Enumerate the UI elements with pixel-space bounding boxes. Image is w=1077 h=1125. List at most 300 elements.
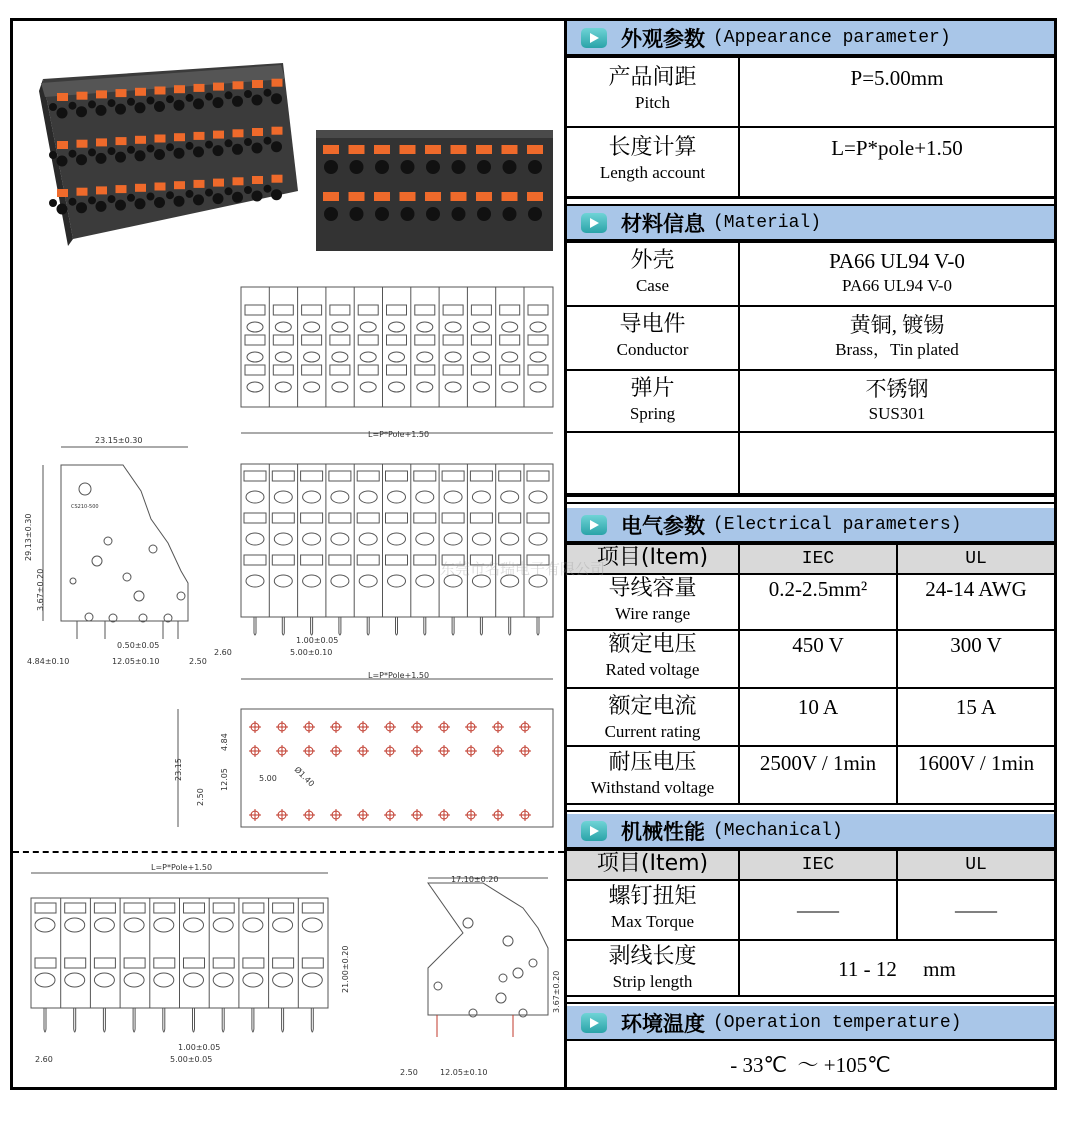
watermark: 东莞市名瑞电子有限公司 — [440, 560, 606, 578]
orange-lever — [57, 189, 68, 197]
wire-hole — [76, 154, 87, 165]
lever-outline — [528, 335, 548, 345]
wire-hole — [503, 160, 517, 174]
lever-outline — [387, 335, 407, 345]
orange-lever — [213, 131, 224, 139]
hole-outline — [529, 491, 547, 503]
wire-hole — [186, 190, 194, 198]
lever-outline — [330, 305, 350, 315]
orange-lever — [476, 145, 492, 154]
orange-lever — [57, 141, 68, 149]
section-title-en: (Operation temperature) — [713, 1012, 962, 1033]
hole-outline — [331, 575, 349, 587]
lever-outline — [386, 555, 408, 565]
orange-lever — [374, 145, 390, 154]
table-row — [567, 57, 1054, 127]
two-level-drawing — [13, 853, 564, 1087]
lever-outline — [94, 903, 115, 913]
wire-hole — [252, 191, 263, 202]
hole-outline — [530, 382, 546, 392]
lever-outline — [302, 903, 323, 913]
lever-outline — [213, 958, 234, 968]
label-zh: 剥线长度 — [608, 944, 697, 969]
wire-hole — [477, 207, 491, 221]
pcb-hole — [249, 809, 261, 821]
pcb-hole — [330, 809, 342, 821]
hole-outline — [530, 352, 546, 362]
wire-hole — [225, 187, 233, 195]
pin — [163, 1008, 165, 1032]
section-separator — [567, 803, 1054, 812]
lever-outline — [184, 958, 205, 968]
side-hole — [104, 537, 112, 545]
orange-lever — [272, 79, 283, 87]
lever-outline — [387, 365, 407, 375]
side-hole — [499, 974, 507, 982]
hole-outline — [274, 575, 292, 587]
orange-lever — [349, 192, 365, 201]
lever-outline — [414, 513, 436, 523]
label-zh: 导电件 — [619, 312, 686, 337]
hole-outline — [444, 491, 462, 503]
hole-outline — [417, 382, 433, 392]
dim-b-367: 3.67±0.20 — [552, 970, 561, 1013]
dim-b-2100: 21.00±0.20 — [341, 945, 350, 993]
wire-hole — [147, 193, 155, 201]
lever-outline — [357, 471, 379, 481]
hole-outline — [445, 322, 461, 332]
wire-hole — [225, 139, 233, 147]
wire-hole — [127, 146, 135, 154]
lever-outline — [471, 365, 491, 375]
pin — [339, 617, 341, 635]
pin — [424, 617, 426, 635]
hole-outline — [246, 575, 264, 587]
wire-hole — [213, 97, 224, 108]
orange-lever — [135, 88, 146, 96]
hole-outline — [331, 533, 349, 545]
pcb-hole — [303, 745, 315, 757]
temperature-value: - 33℃ ～ +105℃ — [730, 1053, 891, 1077]
value-zh: 不锈钢 — [865, 377, 929, 401]
wire-hole — [108, 195, 116, 203]
dim-b-100: 1.00±0.05 — [178, 1043, 221, 1052]
wire-hole — [166, 95, 174, 103]
lever-outline — [273, 903, 294, 913]
orange-lever — [425, 192, 441, 201]
wire-hole — [57, 156, 68, 167]
orange-lever — [476, 192, 492, 201]
hole-outline — [360, 352, 376, 362]
pin — [480, 617, 482, 635]
pcb-hole — [465, 809, 477, 821]
wire-hole — [166, 191, 174, 199]
wire-hole — [232, 96, 243, 107]
wire-hole — [244, 138, 252, 146]
hole-outline — [274, 491, 292, 503]
lever-outline — [154, 903, 175, 913]
product-photo-3-level — [39, 63, 298, 246]
part-number: CS210-500 — [71, 504, 99, 510]
pin — [254, 617, 256, 635]
hole-outline — [65, 918, 85, 932]
wire-hole — [154, 101, 165, 112]
side-hole — [149, 545, 157, 553]
orange-lever — [194, 84, 205, 92]
top-view-drawing — [241, 287, 553, 407]
pin — [367, 617, 369, 635]
pin — [222, 1008, 224, 1032]
wire-hole — [252, 143, 263, 154]
pin — [252, 1008, 254, 1032]
arrow-icon — [581, 1013, 607, 1033]
wire-hole — [528, 160, 542, 174]
side-hole — [123, 573, 131, 581]
pcb-hole — [411, 721, 423, 733]
orange-lever — [174, 133, 185, 141]
wire-hole — [193, 98, 204, 109]
value-en: Brass，Tin plated — [835, 340, 959, 359]
lever-outline — [386, 471, 408, 481]
label-zh: 额定电压 — [608, 632, 697, 657]
mechanical-header — [567, 814, 1054, 849]
lever-outline — [273, 958, 294, 968]
lever-outline — [245, 305, 265, 315]
hole-outline — [332, 322, 348, 332]
wire-hole — [154, 197, 165, 208]
wire-hole — [88, 196, 96, 204]
wire-hole — [252, 95, 263, 106]
lever-outline — [527, 513, 549, 523]
hole-outline — [247, 352, 263, 362]
pcb-hole — [357, 745, 369, 757]
lever-outline — [154, 958, 175, 968]
orange-lever — [527, 145, 543, 154]
hole-outline — [331, 491, 349, 503]
orange-lever — [252, 128, 263, 136]
arrow-icon — [581, 821, 607, 841]
lever-outline — [500, 305, 520, 315]
pcb-hole — [519, 721, 531, 733]
wire-hole — [69, 150, 77, 158]
label-zh: 外壳 — [630, 248, 675, 273]
orange-lever — [96, 186, 107, 194]
hole-outline — [359, 575, 377, 587]
pcb-hole — [384, 809, 396, 821]
wire-hole — [225, 91, 233, 99]
wire-hole — [57, 108, 68, 119]
wire-hole — [166, 143, 174, 151]
value-ul: 1600V / 1min — [917, 751, 1035, 775]
orange-lever — [233, 81, 244, 89]
label-en: Max Torque — [610, 912, 694, 931]
lever-outline — [273, 335, 293, 345]
lever-outline — [470, 471, 492, 481]
wire-hole — [244, 90, 252, 98]
pin — [74, 1008, 76, 1032]
hole-outline — [303, 575, 321, 587]
wire-hole — [205, 93, 213, 101]
lever-outline — [302, 305, 322, 315]
wire-hole — [401, 207, 415, 221]
dim-side-050: 0.50±0.05 — [117, 641, 160, 650]
hole-outline — [124, 973, 144, 987]
wire-hole — [426, 207, 440, 221]
lever-outline — [499, 471, 521, 481]
arrow-icon — [581, 515, 607, 535]
table-row — [567, 940, 1054, 998]
pcb-hole — [357, 809, 369, 821]
orange-lever — [451, 192, 467, 201]
wire-hole — [264, 137, 272, 145]
wire-hole — [232, 144, 243, 155]
hole-outline — [303, 533, 321, 545]
hole-outline — [35, 918, 55, 932]
wire-hole — [375, 160, 389, 174]
lever-outline — [414, 555, 436, 565]
arrow-icon — [581, 28, 607, 48]
wire-hole — [96, 105, 107, 116]
material-header — [567, 206, 1054, 241]
wire-hole — [76, 202, 87, 213]
wire-hole — [426, 160, 440, 174]
orange-lever — [349, 145, 365, 154]
hole-outline — [247, 382, 263, 392]
side-hole — [85, 613, 93, 621]
hole-outline — [502, 322, 518, 332]
wire-hole — [350, 207, 364, 221]
wire-hole — [49, 199, 57, 207]
material-table — [567, 241, 1054, 495]
table-row — [567, 242, 1054, 306]
value: P=5.00mm — [850, 66, 944, 90]
side-hole — [134, 591, 144, 601]
section-title-en: (Mechanical) — [713, 820, 843, 841]
hole-outline — [529, 533, 547, 545]
hole-outline — [213, 918, 233, 932]
orange-lever — [400, 192, 416, 201]
lever-outline — [528, 365, 548, 375]
lever-outline — [528, 305, 548, 315]
orange-lever — [77, 92, 88, 100]
orange-lever — [116, 89, 127, 97]
wire-hole — [69, 198, 77, 206]
lever-outline — [94, 958, 115, 968]
pcb-hole — [438, 721, 450, 733]
pcb-hole — [330, 745, 342, 757]
wire-hole — [528, 207, 542, 221]
hole-outline — [243, 918, 263, 932]
pin — [537, 617, 539, 635]
lever-outline — [499, 513, 521, 523]
dim-b-250: 2.50 — [400, 1068, 418, 1077]
temperature-header — [567, 1006, 1054, 1041]
section-title-zh: 外观参数 — [621, 26, 705, 51]
lever-outline — [527, 471, 549, 481]
lever-outline — [244, 555, 266, 565]
hole-outline — [332, 352, 348, 362]
hole-outline — [416, 491, 434, 503]
orange-lever — [174, 181, 185, 189]
wire-hole — [264, 185, 272, 193]
lever-outline — [329, 555, 351, 565]
value-iec: 450 V — [792, 633, 844, 657]
lever-outline — [415, 305, 435, 315]
wire-hole — [452, 207, 466, 221]
side-hole — [503, 936, 513, 946]
wire-hole — [135, 102, 146, 113]
pcb-hole — [492, 745, 504, 757]
dim-offset: 2.60 — [214, 648, 232, 657]
label-en: Current rating — [604, 722, 701, 741]
lever-outline — [357, 555, 379, 565]
orange-lever — [77, 140, 88, 148]
lever-outline — [213, 903, 234, 913]
orange-lever — [155, 183, 166, 191]
value: L=P*pole+1.50 — [831, 136, 963, 160]
wire-hole — [135, 198, 146, 209]
wire-hole — [127, 98, 135, 106]
col-item: 项目(Item) — [596, 851, 709, 876]
wire-hole — [127, 194, 135, 202]
hole-outline — [246, 491, 264, 503]
section-title-zh: 电气参数 — [621, 513, 705, 538]
dim-b-500: 5.00±0.05 — [170, 1055, 213, 1064]
pcb-hole — [330, 721, 342, 733]
hole-outline — [417, 352, 433, 362]
dim-side-484: 4.84±0.10 — [27, 657, 70, 666]
wire-hole — [232, 192, 243, 203]
hole-outline — [243, 973, 263, 987]
lever-outline — [471, 305, 491, 315]
orange-lever — [135, 184, 146, 192]
hole-outline — [472, 491, 490, 503]
lever-outline — [301, 471, 323, 481]
hole-outline — [473, 382, 489, 392]
lever-outline — [302, 365, 322, 375]
col-ul: UL — [897, 850, 1054, 880]
arrow-icon — [581, 213, 607, 233]
orange-lever — [174, 85, 185, 93]
side-hole — [177, 592, 185, 600]
hole-outline — [247, 322, 263, 332]
lever-outline — [65, 903, 86, 913]
pcb-hole — [384, 745, 396, 757]
dim-pcb-484: 4.84 — [220, 733, 229, 751]
orange-lever — [213, 83, 224, 91]
value-ul: 15 A — [955, 695, 997, 719]
table-row — [567, 306, 1054, 370]
side-hole — [513, 968, 523, 978]
wire-hole — [324, 207, 338, 221]
pcb-hole — [492, 721, 504, 733]
hole-outline — [304, 322, 320, 332]
value-iec: 10 A — [797, 695, 839, 719]
hole-outline — [302, 918, 322, 932]
dim-pcb-pitch: 5.00 — [259, 774, 277, 783]
hole-outline — [445, 352, 461, 362]
pcb-layout-drawing — [178, 679, 553, 827]
wire-hole — [115, 152, 126, 163]
lever-outline — [244, 513, 266, 523]
wire-hole — [205, 189, 213, 197]
dim-pin-width: 1.00±0.05 — [296, 636, 339, 645]
orange-lever — [425, 145, 441, 154]
lever-outline — [301, 555, 323, 565]
label-zh: 耐压电压 — [608, 750, 697, 775]
lever-outline — [357, 513, 379, 523]
lever-outline — [243, 958, 264, 968]
wire-hole — [375, 207, 389, 221]
pcb-hole — [492, 809, 504, 821]
wire-hole — [452, 160, 466, 174]
wire-hole — [186, 142, 194, 150]
value-en: PA66 UL94 V-0 — [842, 276, 952, 295]
pcb-hole — [438, 745, 450, 757]
table-header-row — [567, 850, 1054, 880]
side-hole — [496, 993, 506, 1003]
orange-lever — [155, 87, 166, 95]
lever-outline — [302, 958, 323, 968]
wire-hole — [147, 97, 155, 105]
lever-outline — [35, 903, 56, 913]
label-zh: 产品间距 — [608, 65, 697, 90]
hole-outline — [501, 533, 519, 545]
label-zh: 弹片 — [630, 376, 675, 401]
lever-outline — [443, 305, 463, 315]
wire-hole — [115, 200, 126, 211]
orange-lever — [233, 129, 244, 137]
hole-outline — [273, 973, 293, 987]
pin — [311, 1008, 313, 1032]
lever-outline — [272, 513, 294, 523]
section-title-en: (Material) — [713, 212, 822, 233]
hole-outline — [473, 322, 489, 332]
hole-outline — [502, 352, 518, 362]
pcb-hole — [411, 809, 423, 821]
hole-outline — [154, 973, 174, 987]
orange-lever — [116, 185, 127, 193]
orange-lever — [502, 192, 518, 201]
lever-outline — [330, 335, 350, 345]
hole-outline — [501, 491, 519, 503]
pin — [44, 1008, 46, 1032]
pcb-hole — [249, 721, 261, 733]
lever-outline — [358, 365, 378, 375]
wire-hole — [88, 100, 96, 108]
label-en: Rated voltage — [605, 660, 700, 679]
hole-outline — [94, 973, 114, 987]
orange-lever — [400, 145, 416, 154]
hole-outline — [274, 533, 292, 545]
hole-outline — [302, 973, 322, 987]
hole-outline — [389, 352, 405, 362]
orange-lever — [57, 93, 68, 101]
orange-lever — [527, 192, 543, 201]
lever-outline — [124, 958, 145, 968]
hole-outline — [445, 382, 461, 392]
lever-outline — [273, 365, 293, 375]
orange-lever — [272, 127, 283, 135]
hole-outline — [388, 533, 406, 545]
dim-pcb-1205: 12.05 — [220, 768, 229, 791]
label-en: Spring — [629, 404, 676, 423]
hole-outline — [184, 918, 204, 932]
value-ul: 24-14 AWG — [925, 577, 1027, 601]
wire-hole — [503, 207, 517, 221]
hole-outline — [184, 973, 204, 987]
hole-outline — [416, 575, 434, 587]
